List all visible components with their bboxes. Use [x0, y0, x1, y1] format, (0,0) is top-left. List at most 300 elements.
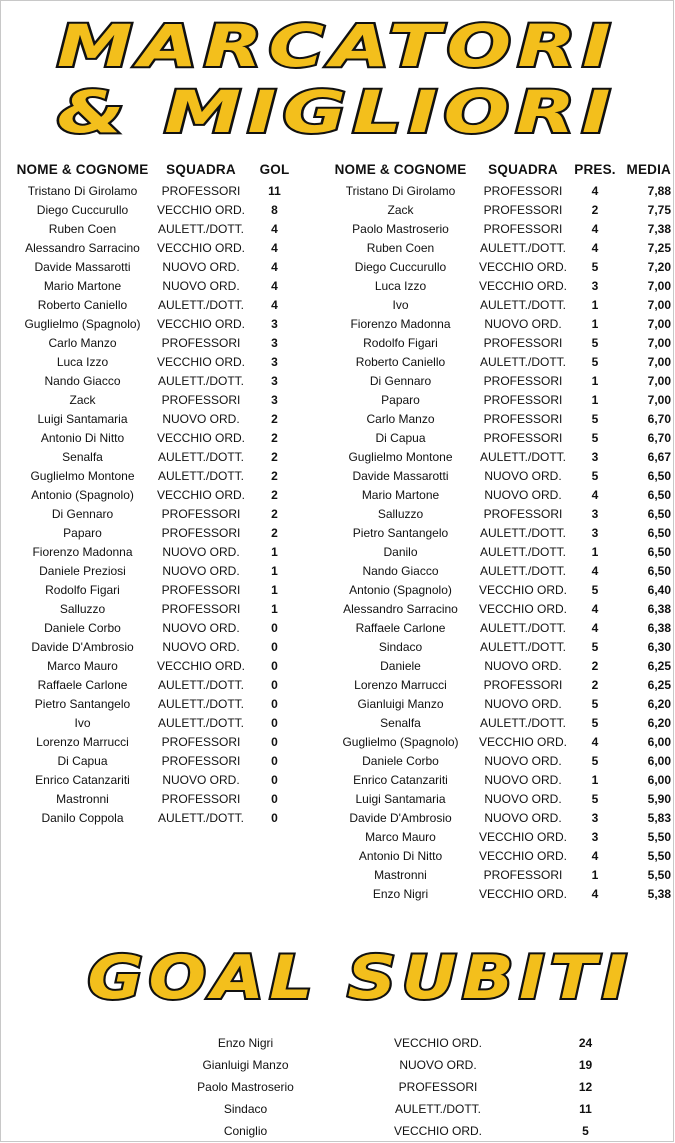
- player-team: AULETT./DOTT.: [479, 544, 566, 559]
- player-name: Mastronni: [56, 791, 109, 806]
- player-team: PROFESSORI: [161, 734, 241, 749]
- player-team: PROFESSORI: [161, 506, 241, 521]
- player-team: AULETT./DOTT.: [479, 354, 566, 369]
- player-appearances: 1: [591, 316, 599, 331]
- table-row: [168, 1076, 618, 1098]
- table-row: [328, 694, 671, 713]
- player-name: Carlo Manzo: [366, 411, 435, 426]
- player-average: 5,50: [647, 848, 671, 863]
- player-name: Enrico Catanzariti: [353, 772, 448, 787]
- goalkeeper-name: Paolo Mastroserio: [197, 1080, 294, 1094]
- goalkeeper-team: VECCHIO ORD.: [393, 1124, 482, 1138]
- player-average: 6,50: [647, 544, 671, 559]
- player-team: NUOVO ORD.: [484, 468, 562, 483]
- player-name: Rodolfo Figari: [45, 582, 120, 597]
- player-name: Zack: [69, 392, 96, 407]
- table-row: [10, 618, 302, 637]
- player-team: NUOVO ORD.: [162, 278, 240, 293]
- table-row: [10, 542, 302, 561]
- table-row: [328, 580, 671, 599]
- table-row: [328, 409, 671, 428]
- player-goals: 3: [271, 392, 278, 407]
- player-average: 6,70: [647, 430, 671, 445]
- player-appearances: 4: [591, 487, 599, 502]
- table-row: [10, 713, 302, 732]
- player-average: 6,38: [647, 601, 671, 616]
- player-goals: 3: [271, 373, 278, 388]
- goalkeeper-name: Sindaco: [223, 1102, 268, 1116]
- table-row: [328, 561, 671, 580]
- goals-conceded: 12: [578, 1080, 593, 1094]
- player-team: PROFESSORI: [161, 753, 241, 768]
- player-team: AULETT./DOTT.: [479, 449, 566, 464]
- player-team: VECCHIO ORD.: [156, 316, 245, 331]
- player-name: Daniele Preziosi: [39, 563, 126, 578]
- player-team: AULETT./DOTT.: [157, 449, 244, 464]
- ratings-table: [328, 157, 671, 903]
- player-team: PROFESSORI: [483, 335, 563, 350]
- table-row: [168, 1098, 618, 1120]
- player-appearances: 5: [591, 335, 599, 350]
- player-team: VECCHIO ORD.: [478, 259, 567, 274]
- goalkeeper-name: Gianluigi Manzo: [202, 1058, 289, 1072]
- player-team: AULETT./DOTT.: [157, 468, 244, 483]
- player-name: Roberto Caniello: [37, 297, 128, 312]
- ratings-header-team: SQUADRA: [488, 161, 558, 177]
- player-team: PROFESSORI: [161, 335, 241, 350]
- player-goals: 2: [271, 411, 278, 426]
- player-name: Senalfa: [62, 449, 103, 464]
- player-goals: 3: [271, 354, 278, 369]
- player-average: 6,20: [647, 715, 671, 730]
- table-row: [328, 846, 671, 865]
- player-appearances: 1: [591, 867, 599, 882]
- goals-conceded-table: [168, 1032, 618, 1142]
- player-goals: 0: [271, 810, 278, 825]
- player-team: AULETT./DOTT.: [157, 297, 244, 312]
- player-goals: 4: [271, 297, 278, 312]
- table-row: [10, 770, 302, 789]
- player-goals: 0: [271, 715, 278, 730]
- player-name: Antonio (Spagnolo): [31, 487, 134, 502]
- player-goals: 1: [271, 601, 278, 616]
- table-row: [328, 542, 671, 561]
- player-team: AULETT./DOTT.: [157, 677, 244, 692]
- player-name: Danilo Coppola: [41, 810, 124, 825]
- player-team: AULETT./DOTT.: [479, 240, 566, 255]
- player-name: Diego Cuccurullo: [354, 259, 447, 274]
- player-goals: 2: [271, 487, 278, 502]
- player-appearances: 2: [591, 658, 599, 673]
- player-average: 6,00: [647, 772, 671, 787]
- player-average: 6,67: [647, 449, 671, 464]
- table-row: [328, 523, 671, 542]
- table-row: [10, 314, 302, 333]
- player-team: VECCHIO ORD.: [156, 658, 245, 673]
- player-goals: 0: [271, 734, 278, 749]
- player-name: Alessandro Sarracino: [25, 240, 140, 255]
- player-average: 6,30: [647, 639, 671, 654]
- player-team: AULETT./DOTT.: [157, 696, 244, 711]
- player-average: 7,20: [647, 259, 671, 274]
- player-appearances: 3: [591, 278, 599, 293]
- goalkeeper-team: PROFESSORI: [398, 1080, 478, 1094]
- player-average: 5,90: [647, 791, 671, 806]
- player-team: PROFESSORI: [483, 221, 563, 236]
- player-average: 7,00: [647, 335, 671, 350]
- player-appearances: 4: [591, 601, 599, 616]
- table-row: [328, 675, 671, 694]
- player-name: Salluzzo: [59, 601, 106, 616]
- player-name: Enzo Nigri: [372, 886, 429, 901]
- player-average: 7,00: [647, 392, 671, 407]
- table-row: [328, 466, 671, 485]
- scorers-header-row: [10, 157, 302, 181]
- player-goals: 4: [271, 240, 278, 255]
- player-team: PROFESSORI: [483, 506, 563, 521]
- player-team: NUOVO ORD.: [484, 658, 562, 673]
- table-row: [328, 789, 671, 808]
- table-row: [328, 276, 671, 295]
- table-row: [328, 637, 671, 656]
- player-average: 6,50: [647, 468, 671, 483]
- player-goals: 8: [271, 202, 278, 217]
- player-average: 6,50: [647, 506, 671, 521]
- player-appearances: 5: [591, 639, 599, 654]
- player-name: Ivo: [392, 297, 409, 312]
- table-row: [328, 599, 671, 618]
- player-appearances: 1: [591, 297, 599, 312]
- player-team: PROFESSORI: [483, 677, 563, 692]
- player-goals: 0: [271, 753, 278, 768]
- player-name: Daniele Corbo: [44, 620, 121, 635]
- player-name: Davide Massarotti: [34, 259, 131, 274]
- player-team: AULETT./DOTT.: [479, 525, 566, 540]
- player-average: 7,00: [647, 278, 671, 293]
- player-team: NUOVO ORD.: [484, 316, 562, 331]
- player-appearances: 1: [591, 392, 599, 407]
- table-row: [328, 770, 671, 789]
- player-name: Guglielmo Montone: [30, 468, 135, 483]
- player-goals: 0: [271, 639, 278, 654]
- table-row: [328, 352, 671, 371]
- player-appearances: 4: [591, 240, 599, 255]
- player-team: PROFESSORI: [161, 582, 241, 597]
- table-row: [328, 884, 671, 903]
- table-row: [328, 219, 671, 238]
- player-name: Antonio Di Nitto: [40, 430, 125, 445]
- player-name: Ivo: [74, 715, 91, 730]
- player-average: 6,25: [647, 677, 671, 692]
- player-appearances: 5: [591, 582, 599, 597]
- player-appearances: 1: [591, 373, 599, 388]
- table-row: [10, 637, 302, 656]
- goals-conceded: 19: [578, 1058, 593, 1072]
- table-row: [328, 371, 671, 390]
- player-name: Luigi Santamaria: [355, 791, 446, 806]
- player-name: Raffaele Carlone: [37, 677, 128, 692]
- player-name: Antonio Di Nitto: [358, 848, 443, 863]
- player-name: Di Gennaro: [51, 506, 114, 521]
- player-average: 5,50: [647, 829, 671, 844]
- ratings-header-pres: PRES.: [574, 161, 616, 177]
- player-name: Fiorenzo Madonna: [32, 544, 133, 559]
- player-team: AULETT./DOTT.: [479, 620, 566, 635]
- player-name: Paolo Mastroserio: [352, 221, 449, 236]
- player-appearances: 2: [591, 677, 599, 692]
- goalkeeper-team: NUOVO ORD.: [399, 1058, 477, 1072]
- player-name: Daniele: [380, 658, 421, 673]
- table-row: [10, 580, 302, 599]
- player-team: VECCHIO ORD.: [478, 886, 567, 901]
- table-row: [328, 314, 671, 333]
- player-name: Paparo: [381, 392, 420, 407]
- player-name: Davide D'Ambrosio: [349, 810, 452, 825]
- table-row: [328, 732, 671, 751]
- table-row: [328, 333, 671, 352]
- player-team: PROFESSORI: [161, 392, 241, 407]
- player-team: PROFESSORI: [483, 867, 563, 882]
- player-name: Ruben Coen: [48, 221, 117, 236]
- table-row: [10, 694, 302, 713]
- table-row: [10, 428, 302, 447]
- player-goals: 0: [271, 658, 278, 673]
- player-team: NUOVO ORD.: [484, 791, 562, 806]
- player-name: Carlo Manzo: [48, 335, 117, 350]
- player-team: VECCHIO ORD.: [478, 582, 567, 597]
- player-goals: 3: [271, 335, 278, 350]
- table-row: [10, 219, 302, 238]
- player-team: PROFESSORI: [483, 373, 563, 388]
- player-appearances: 5: [591, 715, 599, 730]
- player-team: VECCHIO ORD.: [156, 430, 245, 445]
- player-name: Mastronni: [374, 867, 427, 882]
- title-marcatori-migliori: [0, 8, 675, 146]
- table-row: [10, 504, 302, 523]
- player-appearances: 5: [591, 753, 599, 768]
- table-row: [168, 1054, 618, 1076]
- player-average: 7,38: [647, 221, 671, 236]
- player-name: Pietro Santangelo: [34, 696, 131, 711]
- player-goals: 4: [271, 221, 278, 236]
- player-team: NUOVO ORD.: [162, 259, 240, 274]
- player-team: NUOVO ORD.: [162, 639, 240, 654]
- table-row: [10, 732, 302, 751]
- goalkeeper-name: Coniglio: [223, 1124, 268, 1138]
- table-row: [10, 409, 302, 428]
- player-appearances: 5: [591, 411, 599, 426]
- player-appearances: 3: [591, 829, 599, 844]
- table-row: [10, 200, 302, 219]
- goals-conceded: 5: [582, 1124, 589, 1138]
- player-team: NUOVO ORD.: [162, 544, 240, 559]
- player-goals: 4: [271, 278, 278, 293]
- player-team: PROFESSORI: [483, 430, 563, 445]
- player-appearances: 4: [591, 221, 599, 236]
- player-average: 6,40: [647, 582, 671, 597]
- player-average: 6,70: [647, 411, 671, 426]
- player-team: PROFESSORI: [483, 183, 563, 198]
- table-row: [328, 447, 671, 466]
- player-team: AULETT./DOTT.: [479, 639, 566, 654]
- goals-conceded: 24: [578, 1036, 593, 1050]
- table-row: [10, 352, 302, 371]
- scorers-header-name: NOME & COGNOME: [16, 161, 149, 177]
- player-average: 7,25: [647, 240, 671, 255]
- player-team: NUOVO ORD.: [484, 487, 562, 502]
- player-team: VECCHIO ORD.: [478, 829, 567, 844]
- goalkeeper-team: VECCHIO ORD.: [393, 1036, 482, 1050]
- table-row: [328, 504, 671, 523]
- player-appearances: 4: [591, 886, 599, 901]
- player-team: VECCHIO ORD.: [478, 278, 567, 293]
- table-row: [328, 390, 671, 409]
- table-row: [10, 257, 302, 276]
- player-goals: 0: [271, 620, 278, 635]
- title-goal-subiti: [0, 936, 675, 1011]
- player-team: VECCHIO ORD.: [478, 601, 567, 616]
- player-team: AULETT./DOTT.: [479, 563, 566, 578]
- player-goals: 2: [271, 525, 278, 540]
- player-average: 5,38: [647, 886, 671, 901]
- player-name: Salluzzo: [377, 506, 424, 521]
- player-name: Guglielmo (Spagnolo): [24, 316, 141, 331]
- player-name: Danilo: [383, 544, 418, 559]
- player-appearances: 5: [591, 259, 599, 274]
- player-appearances: 3: [591, 449, 599, 464]
- player-average: 5,83: [647, 810, 671, 825]
- table-row: [328, 257, 671, 276]
- table-row: [328, 428, 671, 447]
- table-row: [328, 865, 671, 884]
- player-name: Di Gennaro: [369, 373, 432, 388]
- player-name: Alessandro Sarracino: [343, 601, 458, 616]
- player-appearances: 2: [591, 202, 599, 217]
- player-name: Rodolfo Figari: [363, 335, 438, 350]
- scorers-header-goals: GOL: [259, 161, 290, 177]
- table-row: [328, 295, 671, 314]
- player-team: NUOVO ORD.: [162, 563, 240, 578]
- player-team: NUOVO ORD.: [484, 696, 562, 711]
- player-name: Mario Martone: [361, 487, 440, 502]
- player-team: VECCHIO ORD.: [156, 487, 245, 502]
- player-appearances: 3: [591, 810, 599, 825]
- ratings-header-name: NOME & COGNOME: [334, 161, 467, 177]
- table-row: [328, 485, 671, 504]
- player-team: AULETT./DOTT.: [157, 810, 244, 825]
- table-row: [168, 1032, 618, 1054]
- player-average: 7,00: [647, 373, 671, 388]
- ratings-header-avg: MEDIA: [626, 161, 671, 177]
- player-appearances: 4: [591, 620, 599, 635]
- goalkeeper-name: Enzo Nigri: [217, 1036, 274, 1050]
- player-team: PROFESSORI: [161, 525, 241, 540]
- player-name: Daniele Corbo: [362, 753, 439, 768]
- player-name: Guglielmo (Spagnolo): [342, 734, 459, 749]
- table-row: [10, 371, 302, 390]
- player-goals: 1: [271, 563, 278, 578]
- table-row: [328, 808, 671, 827]
- player-team: NUOVO ORD.: [484, 753, 562, 768]
- player-appearances: 4: [591, 563, 599, 578]
- goalkeeper-team: AULETT./DOTT.: [394, 1102, 481, 1116]
- table-row: [10, 789, 302, 808]
- player-name: Davide Massarotti: [352, 468, 449, 483]
- table-row: [328, 200, 671, 219]
- ratings-header-row: [328, 157, 671, 181]
- player-appearances: 4: [591, 183, 599, 198]
- player-name: Roberto Caniello: [355, 354, 446, 369]
- table-row: [10, 390, 302, 409]
- player-name: Antonio (Spagnolo): [349, 582, 452, 597]
- player-team: PROFESSORI: [483, 392, 563, 407]
- table-row: [10, 656, 302, 675]
- table-row: [10, 295, 302, 314]
- table-row: [10, 238, 302, 257]
- player-average: 6,20: [647, 696, 671, 711]
- player-name: Zack: [387, 202, 414, 217]
- table-row: [10, 599, 302, 618]
- player-average: 6,00: [647, 753, 671, 768]
- player-name: Sindaco: [378, 639, 423, 654]
- player-name: Davide D'Ambrosio: [31, 639, 134, 654]
- player-goals: 0: [271, 696, 278, 711]
- player-name: Nando Giacco: [44, 373, 121, 388]
- goals-conceded: 11: [579, 1102, 592, 1116]
- player-name: Luca Izzo: [374, 278, 427, 293]
- player-goals: 1: [271, 582, 278, 597]
- title-line-1: MARCATORI: [57, 12, 617, 80]
- table-row: [10, 561, 302, 580]
- player-goals: 0: [271, 772, 278, 787]
- player-name: Raffaele Carlone: [355, 620, 446, 635]
- player-name: Lorenzo Marrucci: [36, 734, 129, 749]
- table-row: [328, 827, 671, 846]
- player-team: VECCHIO ORD.: [156, 354, 245, 369]
- player-goals: 2: [271, 468, 278, 483]
- player-average: 6,25: [647, 658, 671, 673]
- player-goals: 3: [271, 316, 278, 331]
- title-line-3: GOAL SUBITI: [87, 943, 633, 1013]
- player-average: 6,38: [647, 620, 671, 635]
- player-goals: 11: [268, 183, 281, 198]
- player-name: Fiorenzo Madonna: [350, 316, 451, 331]
- player-goals: 2: [271, 506, 278, 521]
- player-name: Lorenzo Marrucci: [354, 677, 447, 692]
- player-name: Di Capua: [375, 430, 426, 445]
- table-row: [328, 751, 671, 770]
- player-goals: 4: [271, 259, 278, 274]
- player-appearances: 5: [591, 791, 599, 806]
- table-row: [168, 1120, 618, 1142]
- table-row: [328, 181, 671, 200]
- player-appearances: 4: [591, 848, 599, 863]
- player-name: Tristano Di Girolamo: [27, 183, 138, 198]
- player-name: Marco Mauro: [365, 829, 436, 844]
- table-row: [10, 276, 302, 295]
- player-average: 6,50: [647, 525, 671, 540]
- player-name: Mario Martone: [43, 278, 122, 293]
- player-team: PROFESSORI: [161, 183, 241, 198]
- player-goals: 0: [271, 677, 278, 692]
- player-average: 7,00: [647, 316, 671, 331]
- table-row: [10, 808, 302, 827]
- player-team: AULETT./DOTT.: [479, 715, 566, 730]
- player-team: PROFESSORI: [483, 411, 563, 426]
- player-team: PROFESSORI: [483, 202, 563, 217]
- player-appearances: 4: [591, 734, 599, 749]
- player-average: 6,50: [647, 487, 671, 502]
